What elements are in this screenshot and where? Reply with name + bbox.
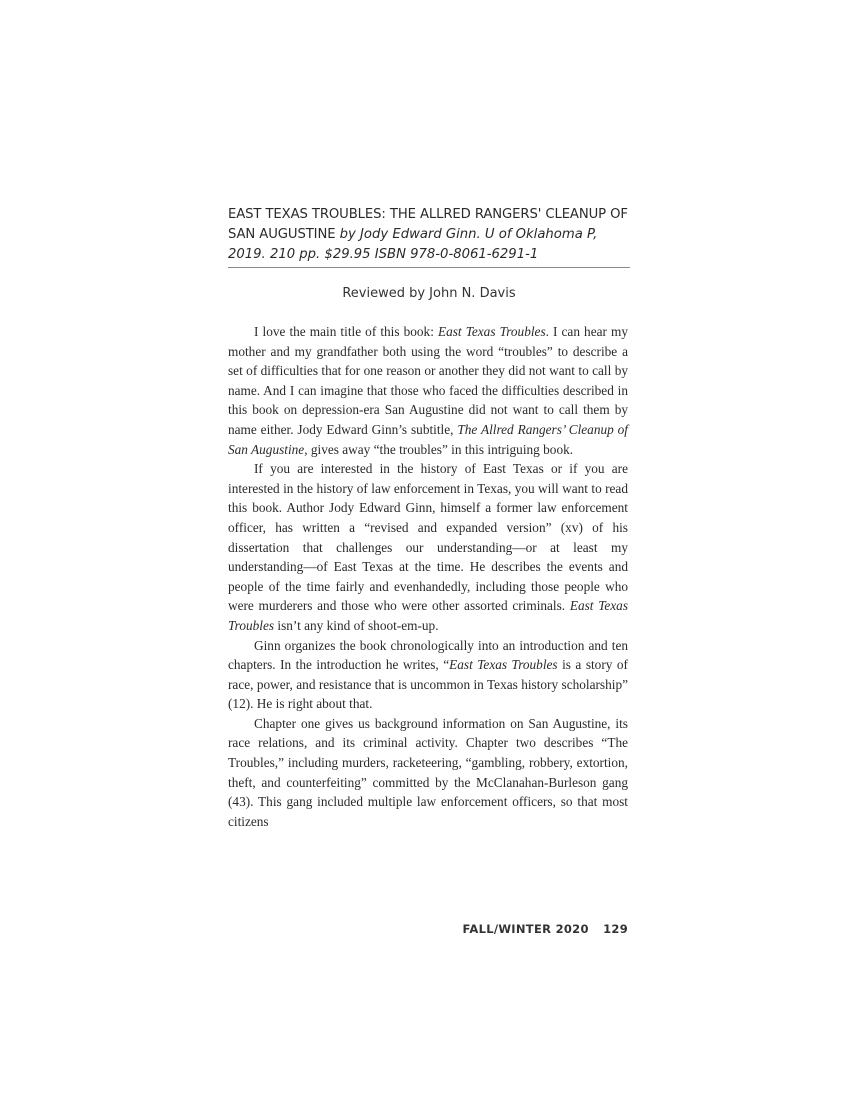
book-title: EAST TEXAS TROUBLES: THE ALLRED RANGERS' CLEANUP OF SAN AUGUSTINE bbox=[228, 207, 628, 242]
journal-issue: FALL/WINTER 2020 bbox=[462, 922, 589, 936]
review-paragraph bbox=[228, 322, 628, 459]
text-run: , gives away “the troubles” in this intriguing book. bbox=[304, 441, 574, 457]
page-number: 129 bbox=[603, 922, 628, 936]
text-run: Ginn organizes the book chronologically into an introduction and ten chapters. In the introduction he writes, “ bbox=[228, 637, 628, 673]
book-publication-info: Jody Edward Ginn. U of Oklahoma P, 2019. 210 pp. $29.95 ISBN 978-0-8061-6291-1 bbox=[228, 227, 598, 262]
italic-title-run: The Allred Rangers’ Cleanup of San Augustine bbox=[228, 421, 629, 457]
reviewer-byline: Reviewed by John N. Davis bbox=[342, 286, 516, 301]
text-run: If you are interested in the history of East Texas or if you are interested in the history of law enforcement in Texas, you will want to read this book. Author Jody Edward Ginn, himself a former law enforcement officer, has written a “revised and expanded version” (xv) of his dissertation that challenges our understanding—or at least my understanding—of East Texas at the time. He describes the events and people of the time fairly and evenhandedly, including those people who were murderers and those who were other assorted criminals. bbox=[228, 461, 628, 614]
text-run: isn’t any kind of shoot-em-up. bbox=[274, 617, 439, 633]
book-heading bbox=[228, 205, 630, 268]
text-run: . I can hear my mother and my grandfather both using the word “troubles” to describe a set of difficulties that for one reason or another they did not want to call by name. And I can imagine that those who faced the difficulties described in this book on depression-era San Augustine did not want to call them by name either. Jody Edward Ginn’s subtitle, bbox=[228, 324, 628, 437]
review-paragraph bbox=[228, 459, 628, 635]
review-body bbox=[228, 322, 628, 831]
italic-title-run: East Texas Troubles bbox=[437, 324, 546, 339]
italic-title-run: East Texas Troubles bbox=[228, 598, 628, 633]
page-footer bbox=[228, 922, 628, 936]
text-run: Chapter one gives us background information on San Augustine, its race relations, and its criminal activity. Chapter two describes “The Troubles,” including murders, racketeering, “gambling, robbery, extortion, theft, and counterfeiting” committed by the McClanahan-Burleson gang (43). This gang included multiple law enforcement officers, so that most citizens bbox=[228, 715, 628, 829]
text-run: is a story of race, power, and resistance that is uncommon in Texas history scholarship” (12). He is right about that. bbox=[228, 657, 628, 712]
italic-title-run: East Texas Troubles bbox=[449, 657, 558, 673]
review-paragraph bbox=[228, 636, 628, 714]
review-paragraph bbox=[228, 714, 628, 832]
book-author-prefix: by bbox=[339, 227, 356, 242]
review-header bbox=[228, 205, 630, 268]
text-run: I love the main title of this book: bbox=[254, 324, 438, 339]
